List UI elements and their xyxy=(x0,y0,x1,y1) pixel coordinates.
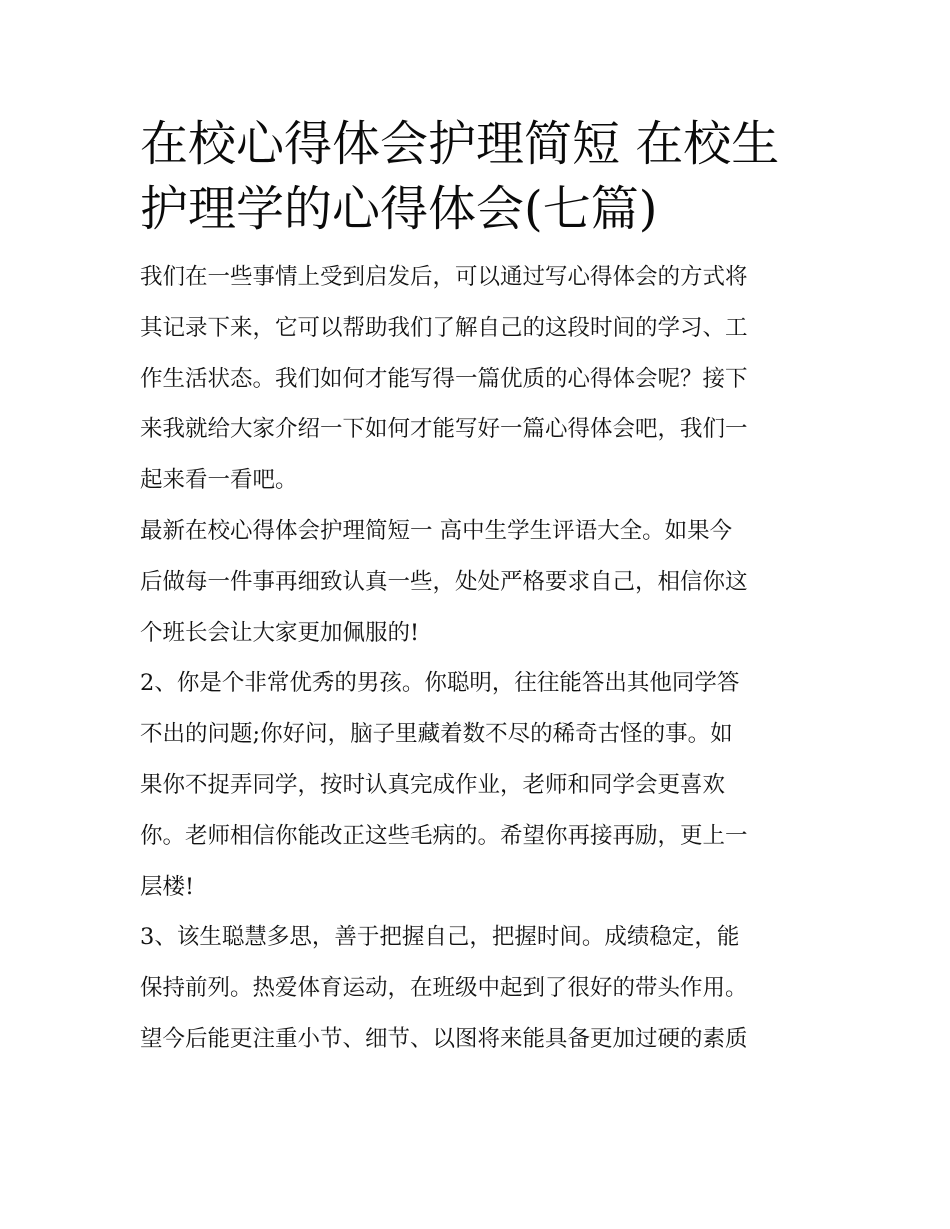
title-line: 护理学的心得体会(七篇) xyxy=(140,181,658,237)
text-line: 来我就给大家介绍一下如何才能写好一篇心得体会吧，我们一 xyxy=(140,416,748,443)
paragraph-intro xyxy=(140,252,816,506)
paragraph-3 xyxy=(140,912,816,1064)
text-line: 不出的问题;你好问，脑子里藏着数不尽的稀奇古怪的事。如 xyxy=(140,721,733,748)
text-line: 其记录下来，它可以帮助我们了解自己的这段时间的学习、工 xyxy=(140,314,748,341)
text-line: 你。老师相信你能改正这些毛病的。希望你再接再励，更上一 xyxy=(140,822,748,849)
paragraph-1 xyxy=(140,506,816,658)
page-title xyxy=(140,112,816,242)
text-line: 2、你是个非常优秀的男孩。你聪明，往往能答出其他同学答 xyxy=(140,670,740,697)
text-line: 起来看一看吧。 xyxy=(140,467,298,494)
text-line: 保持前列。热爱体育运动，在班级中起到了很好的带头作用。 xyxy=(140,975,748,1002)
text-line: 最新在校心得体会护理简短一 高中生学生评语大全。如果今 xyxy=(140,517,733,544)
text-line: 作生活状态。我们如何才能写得一篇优质的心得体会呢？接下 xyxy=(140,365,748,392)
text-line: 3、该生聪慧多思，善于把握自己，把握时间。成绩稳定，能 xyxy=(140,924,740,951)
text-line: 果你不捉弄同学，按时认真完成作业，老师和同学会更喜欢 xyxy=(140,771,726,798)
paragraph-2 xyxy=(140,658,816,912)
text-line: 个班长会让大家更加佩服的! xyxy=(140,619,420,646)
text-line: 我们在一些事情上受到启发后，可以通过写心得体会的方式将 xyxy=(140,264,748,290)
document-body xyxy=(140,252,816,1065)
text-line: 望今后能更注重小节、细节、以图将来能具备更加过硬的素质 xyxy=(140,1025,748,1052)
title-line: 在校心得体会护理简短 在校生 xyxy=(140,116,780,172)
text-line: 后做每一件事再细致认真一些，处处严格要求自己，相信你这 xyxy=(140,568,748,595)
document-content xyxy=(140,112,816,1065)
text-line: 层楼! xyxy=(140,873,195,900)
